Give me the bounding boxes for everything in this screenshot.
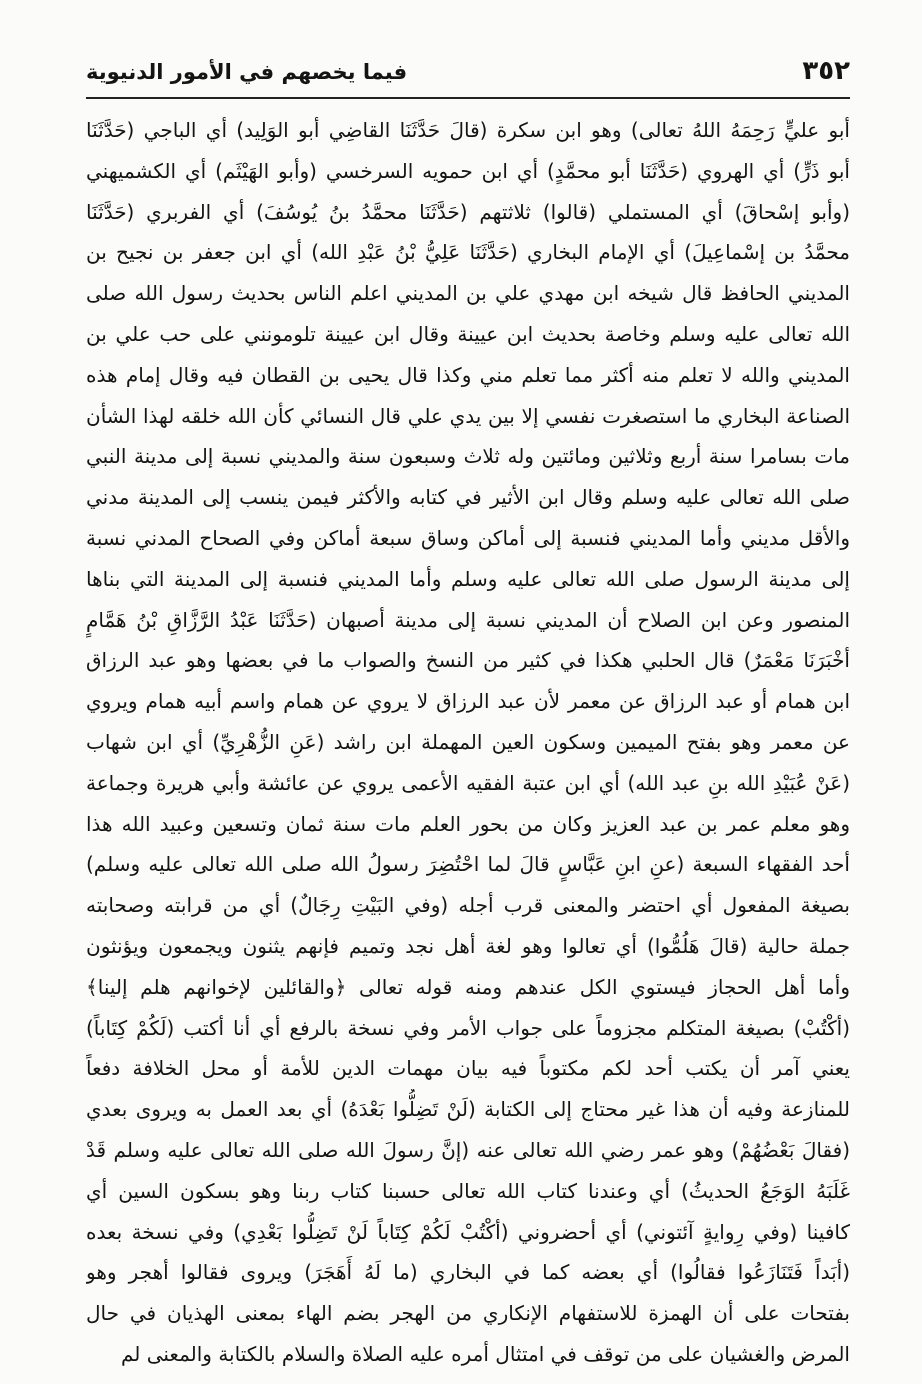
text-line: عن معمر وهو بفتح الميمين وسكون العين المهملة ابن راشد (عَنِ الزُّهْرِيِّ) أي ابن شهاب bbox=[86, 729, 850, 754]
text-line: يعني آمر أن يكتب أحد لكم مكتوباً فيه بيان مهمات الدين للأمة أو محل الخلافة دفعاً bbox=[86, 1056, 850, 1081]
text-line: المرض والغشيان على من توقف في امتثال أمره عليه الصلاة والسلام بالكتابة والمعنى لم bbox=[120, 1341, 850, 1366]
text-line: (أبَداً فَتَنَازَعُوا فقالُوا) أي بعضه كما في البخاري (ما لَهُ أَهَجَرَ) ويروى فقالوا أهجر وهو bbox=[86, 1260, 850, 1285]
text-line: كافينا (وفي رِوايةٍ آئتوني) أي أحضروني (أكْتُبْ لَكُمْ كِتَاباً لَنْ تَضِلُّوا بَعْدِي) وفي نسخة بعده bbox=[86, 1219, 850, 1244]
text-line: المديني الحافظ قال شيخه ابن مهدي علي بن المديني اعلم الناس بحديث رسول الله صلى bbox=[86, 281, 850, 306]
text-line: محمَّدُ بن إسْماعِيلَ) أي الإمام البخاري (حَدَّثَنَا عَلِيُّ بْنُ عَبْدِ الله) أي ابن جعفر بن نجيح بن bbox=[86, 240, 850, 265]
text-line: وهو معلم عمر بن عبد العزيز وكان من بحور العلم مات سنة ثمان وتسعين وعبيد الله هذا bbox=[86, 811, 850, 836]
text-line: مات بسامرا سنة أربع وثلاثين ومائتين وله ثلاث وسبعون سنة والمديني نسبة إلى مدينة النبي bbox=[86, 444, 850, 469]
text-line: أخْبَرَنَا مَعْمَرٌ) قال الحلبي هكذا في كثير من النسخ والصواب ما في بعضها وهو عبد الرزاق bbox=[86, 648, 850, 673]
text-line: أحد الفقهاء السبعة (عنِ ابنِ عَبَّاسٍ قالَ لما احْتُضِرَ رسولُ الله صلى الله تعالى عليه وسلم) bbox=[86, 852, 850, 877]
page-number: ٣٥٢ bbox=[802, 56, 850, 86]
text-line: أبو عليٍّ رَحِمَهُ اللهُ تعالى) وهو ابن سكرة (قالَ حَدَّثَنَا القاضِي أبو الوَلِيد) أي الباجي (حَدَّثَنَا bbox=[86, 118, 850, 142]
text-line: جملة حالية (قالَ هَلُمُّوا) أي تعالوا وهو لغة أهل نجد وتميم فإنهم يثنون ويجمعون ويؤنثون bbox=[86, 933, 850, 958]
body-text bbox=[86, 110, 850, 1375]
text-line: (أكْتُبْ) بصيغة المتكلم مجزوماً على جواب الأمر وفي نسخة بالرفع أي أنا أكتب (لَكُمْ كِتَاباً) bbox=[86, 1015, 850, 1040]
text-line: الصناعة البخاري ما استصغرت نفسي إلا بين يدي علي قال النسائي كأن الله خلقه لهذا الشأن bbox=[86, 403, 850, 428]
text-line: للمنازعة وفيه أن هذا غير محتاج إلى الكتابة (لَنْ تَضِلُّوا بَعْدَهُ) أي بعد العمل به ويروى بعدي bbox=[86, 1097, 850, 1122]
text-line: أبو ذَرٍّ) أي الهروي (حَدَّثَنَا أبو محمَّدٍ) أي ابن حمويه السرخسي (وأبو الهَيْثَم) أي الكشميهني bbox=[86, 158, 850, 183]
header-rule bbox=[86, 97, 850, 99]
text-line: بصيغة المفعول أي احتضر والمعنى قرب أجله (وفي البَيْتِ رِجَالٌ) أي من قرابته وصحابته bbox=[86, 893, 850, 918]
page-header bbox=[86, 50, 850, 96]
running-title: فيما يخصهم في الأمور الدنيوية bbox=[86, 60, 408, 84]
text-line: المنصور وعن ابن الصلاح أن المديني نسبة إلى مدينة أصبهان (حَدَّثَنَا عَبْدُ الرَّزَّاقِ بْنُ هَمَّامٍ bbox=[86, 607, 850, 632]
text-line: غَلَبَهُ الوَجَعُ الحديثُ) أي وعندنا كتاب الله تعالى حسبنا كتاب ربنا وهو بسكون السين أي bbox=[86, 1178, 850, 1203]
text-line: بفتحات على أن الهمزة للاستفهام الإنكاري من الهجر بضم الهاء بمعنى الهذيان في حال bbox=[86, 1301, 850, 1326]
text-line: صلى الله تعالى عليه وسلم وقال ابن الأثير في كتابه والأكثر فيمن ينسب إلى المدينة مدني bbox=[86, 485, 850, 510]
text-line: (فقالَ بَعْضُهُمْ) وهو عمر رضي الله تعالى عنه (إنَّ رسولَ الله صلى الله تعالى عليه وسلم قَدْ bbox=[86, 1137, 850, 1162]
text-line: إلى مدينة الرسول صلى الله تعالى عليه وسلم وأما المديني فنسبة إلى المدينة التي بناها bbox=[86, 566, 850, 591]
text-line: والأقل مديني وأما المديني فنسبة إلى أماكن وساق سبعة أماكن وفي الصحاح المدني نسبة bbox=[86, 525, 850, 550]
text-line: (عَنْ عُبَيْدِ الله بنِ عبد الله) أي ابن عتبة الفقيه الأعمى يروي عن عائشة وأبي هريرة وجماعة bbox=[86, 770, 850, 795]
text-line: ابن همام أو عبد الرزاق عن معمر لأن عبد الرزاق لا يروي عن همام واسم أبيه همام ويروي bbox=[86, 689, 850, 714]
text-line: المديني والله لا تعلم منه أكثر مما تعلم مني وكذا قال يحيى بن القطان فيه وقال إمام هذه bbox=[86, 362, 850, 387]
text-line: وأما أهل الحجاز فيستوي الكل عندهم ومنه قوله تعالى ﴿والقائلين لإخوانهم هلم إلينا﴾ bbox=[86, 974, 850, 999]
text-line: (وأبو إسْحاقَ) أي المستملي (قالوا) ثلاثتهم (حَدَّثَنَا محمَّدُ بنُ يُوسُفَ) أي الفربري (حَدَّثَنَا bbox=[86, 199, 850, 224]
text-line: الله تعالى عليه وسلم وخاصة بحديث ابن عيينة وقال ابن عيينة تلومونني على حب علي بن bbox=[86, 321, 850, 346]
